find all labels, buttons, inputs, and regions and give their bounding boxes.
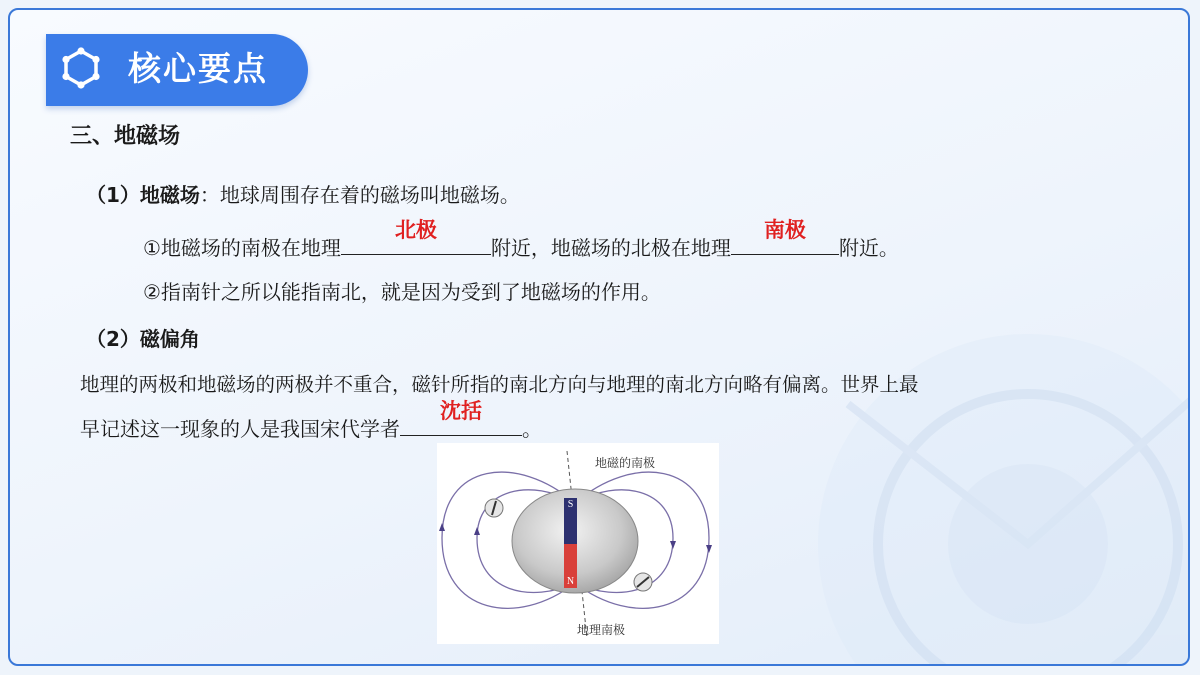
item1-sub1-line [143,218,899,263]
sub1-part1: ①地磁场的南极在地理 [143,236,341,260]
sub1-part3: 附近。 [838,236,899,260]
header-title: 核心要点 [128,49,268,88]
item1-definition: ：地球周围存在着的磁场叫地磁场。 [199,183,520,207]
item1-term: 地磁场 [139,183,200,207]
item2-paragraph-line2 [80,399,542,444]
item2-term: 磁偏角 [139,327,200,351]
answer-scholar: 沈括 [440,399,482,423]
geographic-south-pole-label: 地理南极 [577,623,626,637]
item1-sub2-line: ②指南针之所以能指南北，就是因为受到了地磁场的作用。 [143,280,661,304]
para-line2-before: 早记述这一现象的人是我国宋代学者 [80,417,400,441]
compass-needle-right [634,573,652,591]
blank-scholar [400,399,522,436]
blank-north [341,218,491,255]
section-title: 三、地磁场 [70,124,181,149]
hexagon-nodes-icon [60,47,102,89]
geomagnetic-field-diagram [437,443,719,644]
sub1-part2: 附近，地磁场的北极在地理 [490,236,731,260]
magnetic-field-lines [437,443,719,644]
compass-needle-left [485,499,503,517]
magnet-n-label: N [566,576,575,587]
geomagnetic-south-pole-label: 地磁的南极 [595,456,656,470]
item2-paragraph-line1: 地理的两极和地磁场的两极并不重合，磁针所指的南北方向与地理的南北方向略有偏离。世界上最 [80,373,919,396]
para-line2-after: 。 [522,417,542,441]
blank-south [731,218,839,255]
magnet-s-label: S [567,499,574,510]
item2-line [86,324,200,354]
answer-north-pole: 北极 [394,218,437,242]
answer-south-pole: 南极 [763,218,806,242]
item1-line [86,180,520,210]
background-decoration [728,284,1190,666]
item1-prefix: （1） [86,183,140,207]
item2-prefix: （2） [86,327,140,351]
